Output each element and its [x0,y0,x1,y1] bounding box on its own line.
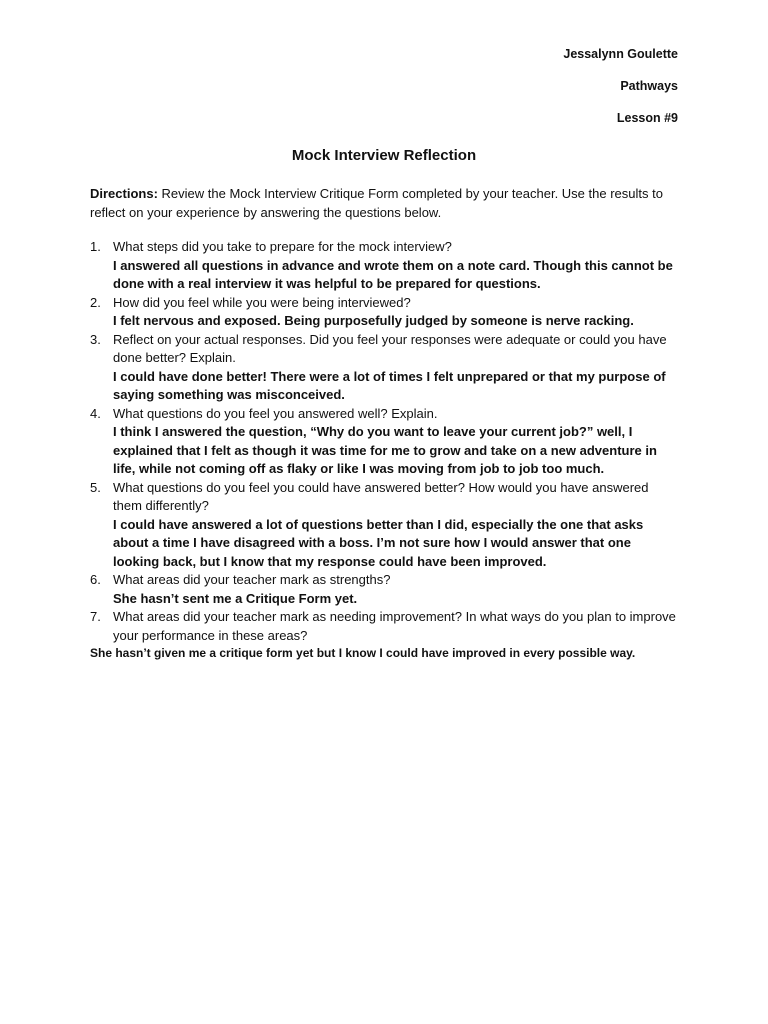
answer-text: I could have done better! There were a lot of times I felt unprepared or that my purpose of saying something was misconceived. [113,368,666,402]
answer-text: I answered all questions in advance and wrote them on a note card. Though this cannot be done with a real interview it was helpful to be prepared for questions. [113,257,673,291]
question-number: 1. [90,239,101,254]
question-number: 3. [90,331,101,347]
question-text: Reflect on your actual responses. Did you feel your responses were adequate or could you have done better? Explain. [113,331,667,365]
answer-text: She hasn’t sent me a Critique Form yet. [113,590,358,606]
question-text: What steps did you take to prepare for the mock interview? [113,239,452,254]
question-item-6 [90,571,680,608]
directions-paragraph [90,184,680,222]
question-text: What questions do you feel you answered well? Explain. [113,405,438,421]
lesson-number: Lesson #9 [616,111,678,125]
question-item-5 [90,479,680,572]
final-answer-text: She hasn’t given me a critique form yet but I know I could have improved in every possible way. [90,646,636,660]
question-number: 4. [90,405,101,421]
question-text: What areas did your teacher mark as strengths? [113,572,391,587]
answer-text: I could have answered a lot of questions better than I did, especially the one that asks about a time I have disagreed with a boss. I’m not sure how I would answer that one looking back, but I know that my response could have been improved. [113,516,644,569]
question-number: 2. [90,294,101,310]
directions-label: Directions: [90,186,158,201]
question-number: 6. [90,572,101,587]
question-text: How did you feel while you were being interviewed? [113,294,411,310]
student-name: Jessalynn Goulette [563,47,678,61]
directions-text: Review the Mock Interview Critique Form completed by your teacher. Use the results to reflect on your experience by answering the questions below. [90,186,663,220]
question-list [90,238,680,645]
question-item-4 [90,405,680,479]
question-item-1 [90,238,680,294]
question-item-2 [90,294,680,331]
question-text: What areas did your teacher mark as needing improvement? In what ways do you plan to improve your performance in these areas? [113,609,676,643]
document-header [563,46,678,142]
page-title: Mock Interview Reflection [291,147,477,164]
answer-text: I think I answered the question, “Why do you want to leave your current job?” well, I explained that I felt as though it was time for me to grow and take on a new adventure in life, while not coming off as flaky or like I was moving from job to job too much. [113,424,657,476]
answer-text: I felt nervous and exposed. Being purposefully judged by someone is nerve racking. [113,313,634,328]
question-text: What questions do you feel you could have answered better? How would you have answered them differently? [113,479,649,513]
question-number: 5. [90,479,101,495]
course-name: Pathways [620,79,678,93]
question-number: 7. [90,609,101,624]
question-item-3 [90,331,680,405]
question-item-7 [90,608,680,645]
